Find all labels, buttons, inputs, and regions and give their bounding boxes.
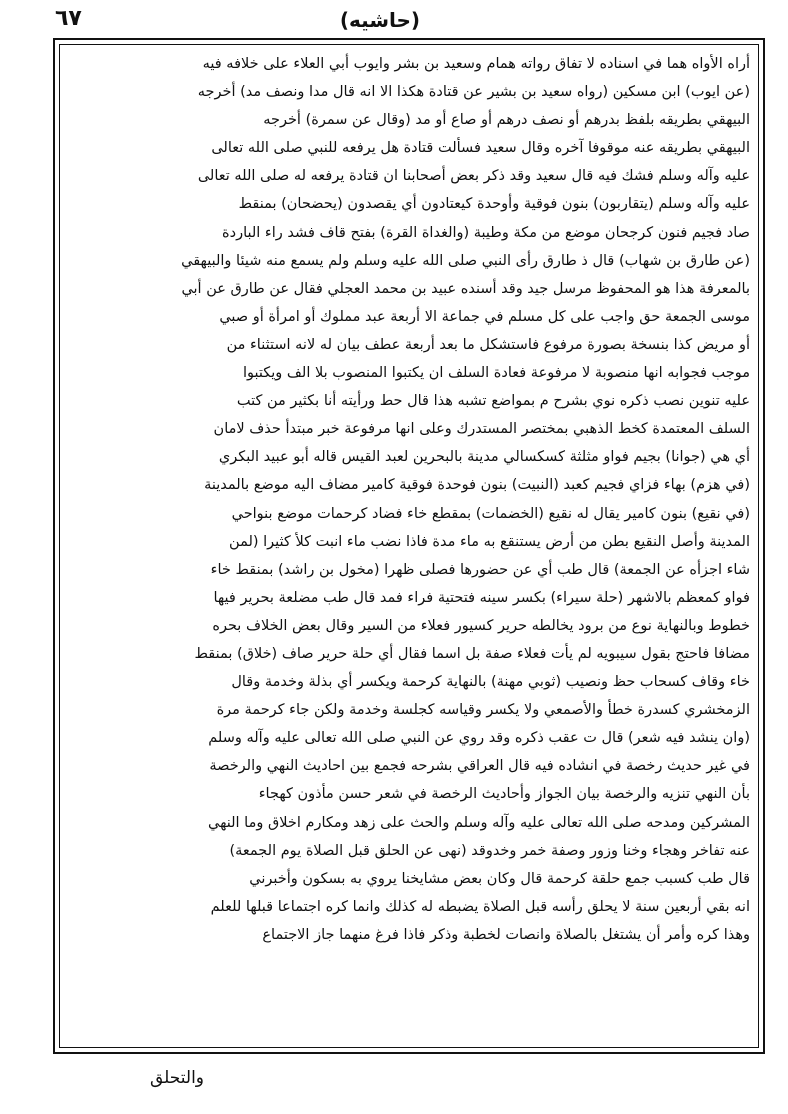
text-line: في غير حديث رخصة في انشاده فيه قال العراقي بشرحه فجمع بين احاديث النهي والرخصة	[209, 758, 750, 775]
text-line: الزمخشري كسدرة خطأ والأصمعي ولا يكسر وقياسه كجلسة وخدمة ولكن جاء كرحمة مرة	[216, 702, 750, 719]
text-line: مضافا فاحتج بقول سيبويه لم يأت فعلاء صفة بل اسما فقال أي حلة حرير صاف (خلاق) بمنقط	[194, 645, 750, 662]
text-line: أي هي (جوانا) بجيم فواو مثلثة كسكسالي مدينة بالبحرين لعبد القيس قاله أبو عبيد البكري	[218, 449, 750, 466]
text-line: بالمعرفة هذا هو المحفوظ مرسل جيد وقد أسنده عبيد بن محمد العجلي فقال عن طارق عن أبي	[181, 280, 750, 297]
page-title: (حاشيه)	[339, 8, 421, 32]
text-line: المشركين ومدحه صلى الله تعالى عليه وآله وسلم والحث على زهد ومكارم اخلاق وما النهي	[207, 814, 750, 831]
text-line: عليه وآله وسلم (يتقاربون) بنون فوقية وأوحدة كيعتادون أي يقصدون (يحضحان) بمنقط	[238, 196, 750, 213]
text-line: انه بقي أربعين سنة لا يحلق رأسه قبل الصلاة يضبطه له كذلك وانما كره اجتماعا قبلها للعلم	[210, 898, 750, 915]
text-line: صاد فجيم فنون كرجحان موضع من مكة وطيبة (والغداة القرة) بفتح قاف فشد راء الباردة	[222, 224, 750, 241]
text-line: (عن ايوب) ابن مسكين (رواه سعيد بن بشير عن قتادة هكذا الا انه قال مدا ونصف مد) أخرجه	[197, 84, 750, 101]
text-line: (في هزم) بهاء فزاي فجيم كعبد (النبيت) بنون فوحدة فوقية كامير مضاف اليه موضع بالمدينة	[204, 477, 750, 494]
text-line: فواو كمعظم بالاشهر (حلة سيراء) بكسر سينه فتحتية فراء فمد قال طب مضلعة بحرير فيها	[213, 589, 750, 606]
text-line: عليه تنوين نصب ذكره نوي بشرح م بمواضع تشبه هذا قال حط ورأيته أنا بكثير من كتب	[236, 393, 750, 410]
text-line: موجب فجوابه انها منصوبة لا مرفوعة فعادة السلف ان يكتبوا المنصوب بلا الف ويكتبوا	[242, 365, 750, 382]
text-line: بأن النهي تنزيه والرخصة بيان الجواز وأحاديث الرخصة في شعر حسن مأذون كهجاء	[258, 786, 750, 803]
text-line: (في نقيع) بنون كامير يقال له نقيع (الخضمات) بمقطع خاء فضاد كرحمات موضع بنواحي	[231, 505, 750, 522]
text-line: خطوط وبالنهاية نوع من برود يخالطه حرير كسيور فعلاء من السير وقال بعض الخلاف بحره	[212, 617, 750, 634]
text-line: السلف المعتمدة كخط الذهبي بمختصر المستدرك وعلى انها مرفوعة خبر مبتدأ حذف لامان	[213, 421, 750, 438]
text-line: شاء اجزأه عن الجمعة) قال طب أي عن حضورها فصلى ظهرا (مخول بن راشد) بمنقط خاء	[210, 561, 750, 578]
catchword: والتحلق	[150, 1068, 205, 1088]
text-line: (وان ينشد فيه شعر) قال ت عقب ذكره وقد روي عن النبي صلى الله تعالى عليه وآله وسلم	[208, 730, 750, 747]
text-line: المدينة وأصل النقيع بطن من أرض يستنقع به ماء مدة فاذا نضب ماء انبت كلأ كثيرا (لمن	[229, 533, 750, 550]
text-line: عنه تفاخر وهجاء وخنا وزور وصفة خمر وخدوقد (نهى عن الحلق قبل الصلاة يوم الجمعة)	[229, 842, 750, 859]
text-line: قال طب كسبب جمع حلقة كرحمة قال وكان بعض مشايخنا يروي به بسكون وأخبرني	[249, 870, 750, 887]
text-line: البيهقي بطريقه عنه موقوفا آخره وقال سعيد فسألت قتادة هل يرفعه للنبي صلى الله تعالى	[211, 140, 750, 157]
page-number: ٦٧	[55, 6, 82, 31]
text-line: وهذا كره وأمر أن يشتغل بالصلاة وانصات لخطبة وذكر فاذا فرغ منهما جاز الاجتماع	[262, 926, 750, 943]
text-line: البيهقي بطريقه بلفظ بدرهم أو نصف درهم أو صاع أو مد (وقال عن سمرة) أخرجه	[263, 112, 750, 129]
text-line: خاء وقاف كسحاب حظ ونصيب (ثوبي مهنة) بالنهاية كرحمة ويكسر أي بذلة وخدمة وقال	[231, 674, 750, 691]
text-line: موسى الجمعة حق واجب على كل مسلم في جماعة الا أربعة عبد مملوك أو امرأة أو صبي	[219, 308, 750, 325]
text-line: عليه وآله وسلم فشك فيه قال سعيد وقد ذكر بعض أصحابنا ان قتادة يرفعه له صلى الله تعالى	[197, 168, 750, 185]
text-line: أو مريض كذا بنسخة بصورة مرفوع فاستشكل ما بعد أربعة عطف بيان له لانه استثناء من	[226, 336, 750, 353]
text-line: أراه الأواه هما في اسناده لا تفاق رواته همام وسعيد بن بشر وايوب أبي العلاء على خلافه فيه	[202, 56, 750, 72]
body-text	[68, 50, 750, 1040]
text-line: (عن طارق بن شهاب) قال ذ طارق رأى النبي صلى الله عليه وسلم ولم يسمع منه شيئا والبيهقي	[181, 252, 750, 269]
